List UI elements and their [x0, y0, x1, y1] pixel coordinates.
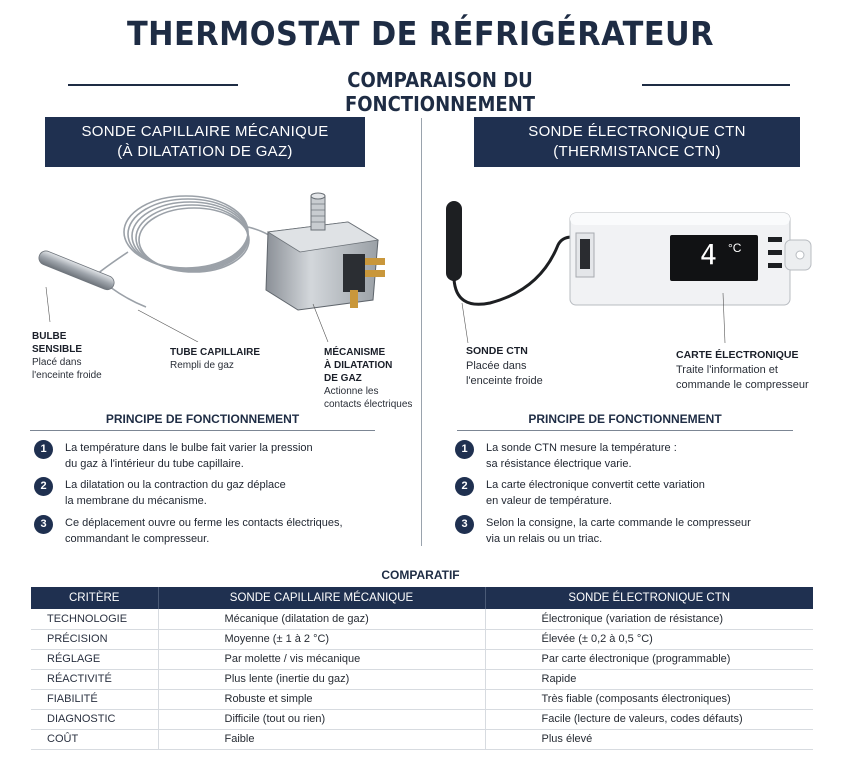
right-step-2: [455, 477, 705, 509]
page-title: THERMOSTAT DE RÉFRIGÉRATEUR: [126, 14, 715, 53]
criterion-cell: PRÉCISION: [31, 629, 158, 649]
capillary-cell: Faible: [158, 729, 485, 749]
probe-desc-1: Placée dans: [466, 360, 527, 372]
step-text: [65, 440, 313, 472]
subtitle-rule-left: [68, 84, 238, 86]
step-text: [486, 477, 705, 509]
ntc-cell: Rapide: [485, 669, 813, 689]
right-step-1: [455, 440, 677, 472]
step-line: La température dans le bulbe fait varier la pression: [65, 442, 313, 454]
probe-title: SONDE CTN: [466, 345, 528, 357]
ntc-cell: Très fiable (composants électroniques): [485, 689, 813, 709]
step-line: sa résistance électrique varie.: [486, 458, 632, 470]
criterion-cell: TECHNOLOGIE: [31, 609, 158, 629]
gas-mechanism: [266, 193, 385, 310]
tube-callout: [170, 346, 260, 372]
mech-title-3: DE GAZ: [324, 373, 362, 384]
table-row: [31, 689, 813, 709]
left-step-1: [34, 440, 313, 472]
step-line: via un relais ou un triac.: [486, 533, 603, 545]
step-number: 3: [455, 515, 474, 534]
column-divider: [421, 118, 422, 546]
step-line: du gaz à l'intérieur du tube capillaire.: [65, 458, 244, 470]
bulb-title-2: SENSIBLE: [32, 344, 83, 355]
right-column-header: [474, 117, 800, 167]
capillary-cell: Mécanique (dilatation de gaz): [158, 609, 485, 629]
step-line: La dilatation ou la contraction du gaz déplace: [65, 479, 286, 491]
criterion-cell: FIABILITÉ: [31, 689, 158, 709]
step-text: [486, 440, 677, 472]
ntc-cell: Élevée (± 0,2 à 0,5 °C): [485, 629, 813, 649]
display-value: 4: [700, 238, 717, 271]
probe-callout: [466, 344, 543, 389]
mech-title-2: À DILATATION: [324, 360, 393, 371]
step-number: 3: [34, 515, 53, 534]
tube-desc: Rempli de gaz: [170, 360, 234, 371]
bulb-desc-1: Placé dans: [32, 357, 82, 368]
table-header-row: [31, 587, 813, 609]
capillary-cell: Robuste et simple: [158, 689, 485, 709]
bulb-title-1: BULBE: [32, 331, 67, 342]
table-row: [31, 729, 813, 749]
step-line: Ce déplacement ouvre ou ferme les contacts électriques,: [65, 517, 343, 529]
page-subtitle: COMPARAISON DU FONCTIONNEMENT: [344, 68, 536, 116]
board-desc-1: Traite l'information et: [676, 364, 778, 376]
sensing-bulb: [37, 249, 116, 292]
right-header-line2: (THERMISTANCE CTN): [553, 143, 721, 160]
step-number: 2: [34, 477, 53, 496]
bulb-callout: [32, 330, 102, 382]
ntc-probe-illustration: [440, 195, 820, 345]
tube-title: TUBE CAPILLAIRE: [170, 347, 260, 358]
table-row: [31, 669, 813, 689]
ntc-cell: Électronique (variation de résistance): [485, 609, 813, 629]
criterion-cell: DIAGNOSTIC: [31, 709, 158, 729]
display-unit: °C: [728, 241, 742, 255]
left-header-line2: (À DILATATION DE GAZ): [117, 143, 293, 160]
left-step-2: [34, 477, 286, 509]
mech-desc-1: Actionne les: [324, 386, 379, 397]
criterion-cell: RÉGLAGE: [31, 649, 158, 669]
capillary-coil: [124, 196, 249, 272]
board-desc-2: commande le compresseur: [676, 379, 809, 391]
step-number: 2: [455, 477, 474, 496]
table-row: [31, 629, 813, 649]
mechanism-callout: [324, 346, 412, 411]
step-number: 1: [34, 440, 53, 459]
probe-desc-2: l'enceinte froide: [466, 375, 543, 387]
criterion-cell: RÉACTIVITÉ: [31, 669, 158, 689]
capillary-cell: Par molette / vis mécanique: [158, 649, 485, 669]
capillary-thermostat-illustration: [28, 182, 418, 342]
ntc-cell: Par carte électronique (programmable): [485, 649, 813, 669]
column-header: SONDE ÉLECTRONIQUE CTN: [485, 587, 813, 609]
step-line: La sonde CTN mesure la température :: [486, 442, 677, 454]
left-step-3: [34, 515, 343, 547]
step-line: en valeur de température.: [486, 495, 612, 507]
board-callout: [676, 348, 809, 393]
table-row: [31, 709, 813, 729]
subtitle-row: [60, 68, 790, 116]
left-header-line1: SONDE CAPILLAIRE MÉCANIQUE: [81, 123, 329, 140]
column-header: SONDE CAPILLAIRE MÉCANIQUE: [158, 587, 485, 609]
step-line: La carte électronique convertit cette variation: [486, 479, 705, 491]
mech-desc-2: contacts électriques: [324, 399, 413, 410]
left-column-header: [45, 117, 365, 167]
ntc-cell: Facile (lecture de valeurs, codes défauts): [485, 709, 813, 729]
capillary-cell: Moyenne (± 1 à 2 °C): [158, 629, 485, 649]
left-principle-title: PRINCIPE DE FONCTIONNEMENT: [30, 412, 375, 431]
board-title: CARTE ÉLECTRONIQUE: [676, 349, 799, 361]
subtitle-rule-right: [642, 84, 790, 86]
table-row: [31, 609, 813, 629]
right-header-line1: SONDE ÉLECTRONIQUE CTN: [528, 123, 746, 140]
step-text: [65, 515, 343, 547]
step-line: commandant le compresseur.: [65, 533, 210, 545]
step-line: la membrane du mécanisme.: [65, 495, 207, 507]
right-principle-title: PRINCIPE DE FONCTIONNEMENT: [457, 412, 793, 431]
capillary-cell: Difficile (tout ou rien): [158, 709, 485, 729]
right-step-3: [455, 515, 751, 547]
table-row: [31, 649, 813, 669]
comparison-title: COMPARATIF: [381, 568, 460, 582]
step-text: [486, 515, 751, 547]
ntc-cell: Plus élevé: [485, 729, 813, 749]
criterion-cell: COÛT: [31, 729, 158, 749]
ntc-probe: [446, 201, 462, 281]
mech-title-1: MÉCANISME: [324, 347, 386, 358]
electronic-board: [570, 213, 811, 305]
comparison-table: [31, 587, 813, 750]
capillary-cell: Plus lente (inertie du gaz): [158, 669, 485, 689]
step-line: Selon la consigne, la carte commande le compresseur: [486, 517, 751, 529]
step-number: 1: [455, 440, 474, 459]
step-text: [65, 477, 286, 509]
bulb-desc-2: l'enceinte froide: [32, 370, 102, 381]
column-header: CRITÈRE: [31, 587, 158, 609]
